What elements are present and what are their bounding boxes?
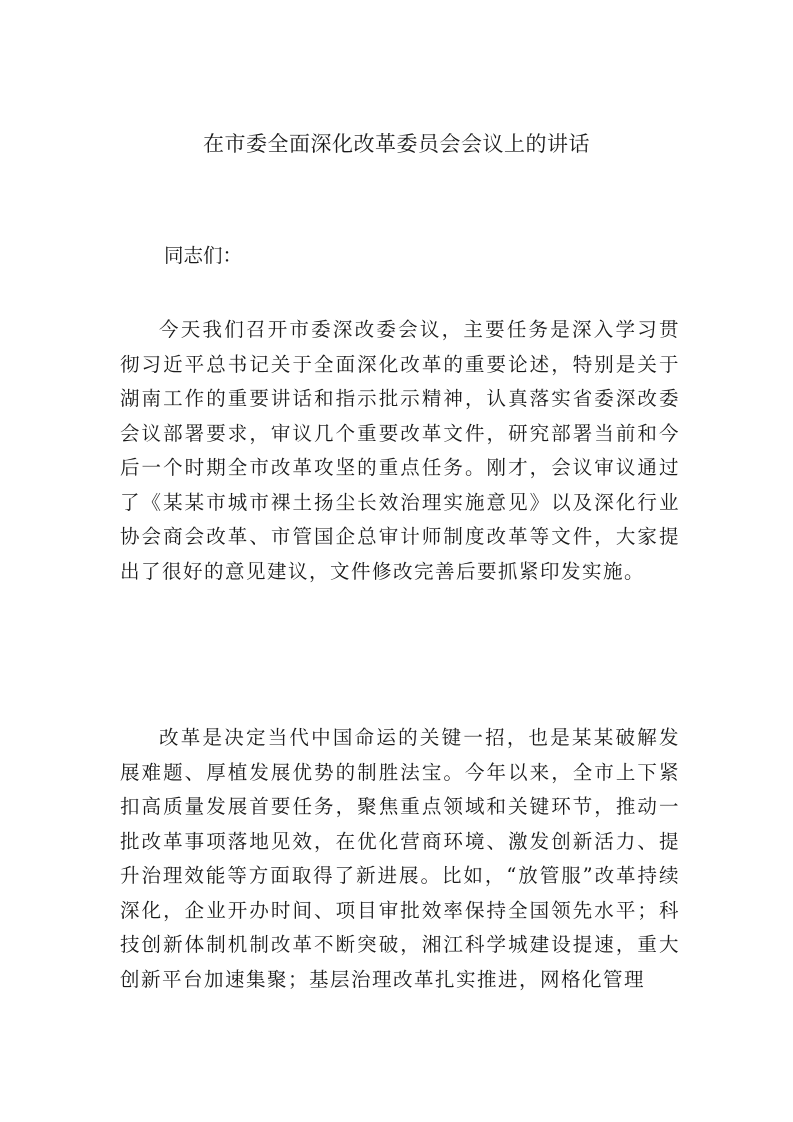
paragraph-1: 今天我们召开市委深改委会议，主要任务是深入学习贯彻习近平总书记关于全面深化改革的重要论述，特别是关于湖南工作的重要讲话和指示批示精神，认真落实省委深改委会议部署要求，审议几个重要改革文件，研究部署当前和今后一个时期全市改革攻坚的重点任务。刚才，会议审议通过了《某某市城市裸土扬尘长效治理实施意见》以及深化行业协会商会改革、市管国企总审计师制度改革等文件，大家提出了很好的意见建议，文件修改完善后要抓紧印发实施。 xyxy=(120,318,680,583)
salutation: 同志们： xyxy=(164,244,243,267)
document-title: 在市委全面深化改革委员会会议上的讲话 xyxy=(203,132,590,156)
paragraph-2: 改革是决定当代中国命运的关键一招，也是某某破解发展难题、厚植发展优势的制胜法宝。今年以来，全市上下紧扣高质量发展首要任务，聚焦重点领域和关键环节，推动一批改革事项落地见效，在优化营商环境、激发创新活力、提升治理效能等方面取得了新进展。比如，“放管服”改革持续深化，企业开办时间、项目审批效率保持全国领先水平；科技创新体制机制改革不断突破，湘江科学城建设提速，重大创新平台加速集聚；基层治理改革扎实推进，网格化管理 xyxy=(120,726,680,991)
